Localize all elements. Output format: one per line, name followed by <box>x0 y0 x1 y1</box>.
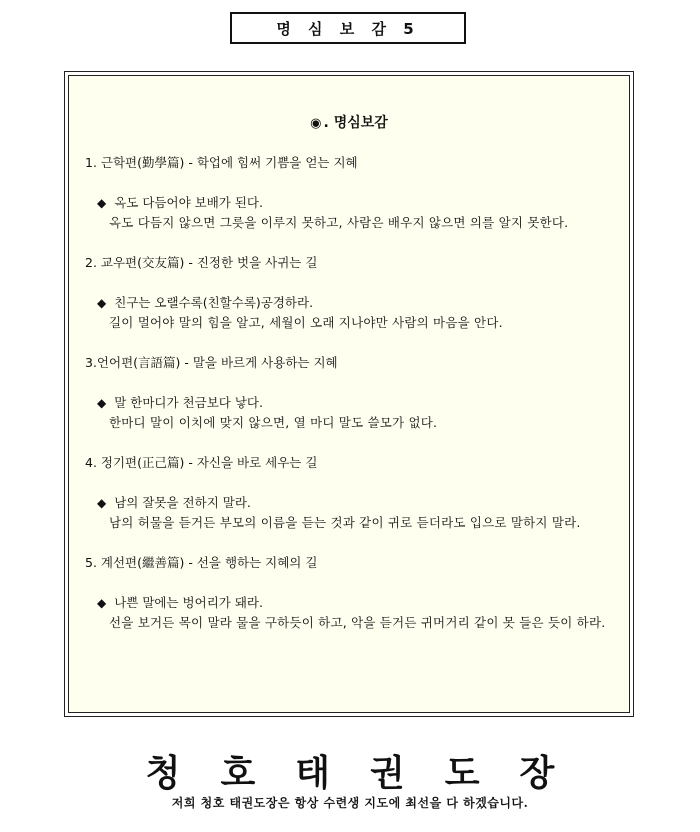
chapter-point <box>85 493 617 533</box>
diamond-bullet-icon: ◆ <box>97 496 107 510</box>
section-heading-text: . 명심보감 <box>323 115 388 131</box>
chapter-point <box>85 193 617 233</box>
chapter-title: 1. 근학편(勤學篇) - 학업에 힘써 기쁨을 얻는 지혜 <box>85 155 358 170</box>
point-text: 말 한마디가 천금보다 낳다. <box>114 395 263 410</box>
point-text: 친구는 오랠수록(친할수록)공경하라. <box>114 295 314 310</box>
point-detail: 옥도 다듬지 않으면 그릇을 이루지 못하고, 사람은 배우지 않으면 의를 알지 못한다. <box>109 215 569 230</box>
chapter-title: 5. 계선편(繼善篇) - 선을 행하는 지혜의 길 <box>85 555 318 570</box>
chapter-item <box>85 353 617 433</box>
point-text: 나쁜 말에는 벙어리가 돼라. <box>114 595 263 610</box>
point-detail: 길이 멀어야 말의 힘을 알고, 세월이 오래 지나야만 사람의 마음을 안다. <box>109 315 503 330</box>
point-text: 옥도 다듬어야 보배가 된다. <box>114 195 263 210</box>
chapter-item <box>85 253 617 333</box>
chapter-point <box>85 393 617 433</box>
point-detail: 한마디 말이 이치에 맞지 않으면, 열 마디 말도 쓸모가 없다. <box>109 415 438 430</box>
chapter-title: 2. 교우편(交友篇) - 진정한 벗을 사귀는 길 <box>85 255 318 270</box>
chapter-list <box>85 153 617 653</box>
point-text: 남의 잘못을 전하지 말라. <box>114 495 251 510</box>
diamond-bullet-icon: ◆ <box>97 196 107 210</box>
chapter-point <box>85 293 617 333</box>
diamond-bullet-icon: ◆ <box>97 596 107 610</box>
content-frame <box>64 71 634 717</box>
chapter-point <box>85 593 617 633</box>
section-heading <box>69 112 629 132</box>
chapter-title: 4. 정기편(正己篇) - 자신을 바로 세우는 길 <box>85 455 318 470</box>
diamond-bullet-icon: ◆ <box>97 396 107 410</box>
chapter-item <box>85 453 617 533</box>
chapter-item <box>85 553 617 633</box>
point-detail: 남의 허물을 듣거든 부모의 이름을 듣는 것과 같이 귀로 듣더라도 입으로 말하지 말라. <box>109 515 581 530</box>
page-title: 명 심 보 감 5 <box>276 19 420 38</box>
point-detail: 선을 보거든 목이 말라 물을 구하듯이 하고, 악을 듣거든 귀머거리 같이 못 들은 듯이 하라. <box>109 615 606 630</box>
content-panel <box>68 75 630 713</box>
page-title-box <box>230 12 466 44</box>
chapter-item <box>85 153 617 233</box>
dojang-slogan: 저희 청호 태권도장은 항상 수련생 지도에 최선을 다 하겠습니다. <box>171 796 529 810</box>
diamond-bullet-icon: ◆ <box>97 296 107 310</box>
circle-bullet-icon: ◉ <box>310 116 322 131</box>
chapter-title: 3.언어편(言語篇) - 말을 바르게 사용하는 지혜 <box>85 355 338 370</box>
dojang-name: 청호태권도장 <box>145 752 595 794</box>
